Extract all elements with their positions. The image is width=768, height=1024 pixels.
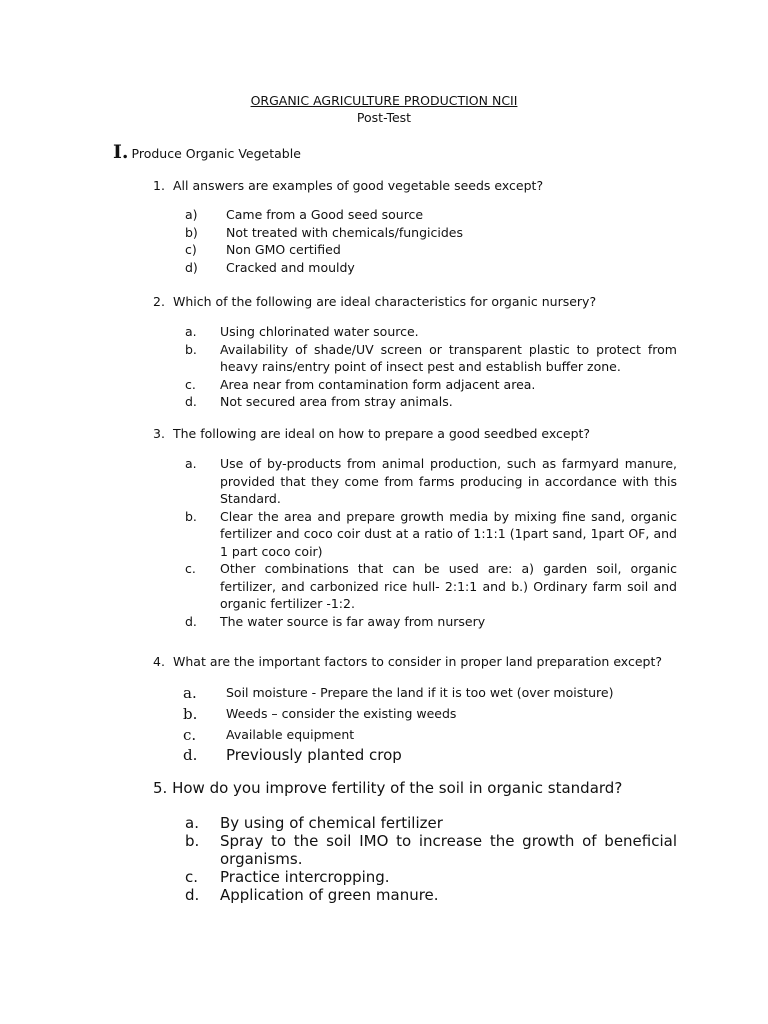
section-label: Produce Organic Vegetable [131,146,301,161]
option-b [185,832,677,868]
option-letter: a. [185,456,197,471]
option-letter: c. [185,376,196,392]
option-letter: b. [185,832,200,850]
document-header [0,92,768,126]
question-text: The following are ideal on how to prepare a good seedbed except? [173,426,591,441]
option-text: Non GMO certified [226,242,341,257]
option-b [185,508,677,561]
option-text: Area near from contamination form adjacent area. [220,376,536,392]
question-text: Which of the following are ideal characteristics for organic nursery? [173,294,597,309]
question-3 [153,425,590,442]
option-letter: a. [185,324,197,339]
question-2 [153,293,596,310]
option-c [183,725,677,745]
option-text: Came from a Good seed source [226,207,424,222]
option-text: Availability of shade/UV screen or transparent plastic to protect from heavy rains/entry point of insect pest and establish buffer zone. [220,341,677,374]
question-5-options [185,814,677,904]
option-a [185,323,677,341]
question-1-options [185,206,677,276]
document-subtitle: Post-Test [356,110,412,125]
question-number: 3. [153,426,165,441]
question-text: All answers are examples of good vegetable seeds except? [173,178,544,193]
question-4 [153,653,662,670]
option-letter: d. [185,613,197,629]
option-text: Not treated with chemicals/fungicides [226,224,463,240]
option-text: Use of by-products from animal production, such as farmyard manure, provided that they come from farms producing in accordance with this Standard. [220,456,677,506]
question-text: How do you improve fertility of the soil in organic standard? [172,779,623,797]
question-text: What are the important factors to consider in proper land preparation except? [173,654,663,669]
option-letter: b. [185,341,197,357]
option-b [185,224,677,242]
option-a [183,683,677,703]
question-3-options [185,455,677,630]
option-letter: c. [183,726,197,744]
option-text: Weeds – consider the existing weeds [226,706,457,721]
option-letter: b. [185,508,197,524]
option-text: Soil moisture - Prepare the land if it is too wet (over moisture) [226,685,614,700]
option-letter: a) [185,207,198,222]
option-c [185,868,677,886]
question-5 [153,778,622,798]
option-text: Cracked and mouldy [226,259,355,275]
option-d [183,745,677,765]
option-text: Clear the area and prepare growth media by mixing fine sand, organic fertilizer and coco coir dust at a ratio of 1:1:1 (1part sand, 1part OF, and 1 part coco coir) [220,508,677,559]
question-number: 5. [153,779,168,797]
question-number: 4. [153,654,165,669]
option-letter: d. [185,394,197,409]
option-letter: c. [185,868,199,886]
option-letter: a. [185,814,199,832]
option-text: Available equipment [226,727,355,742]
option-text: Previously planted crop [226,746,402,764]
option-letter: d) [185,259,198,275]
option-c [185,560,677,613]
option-text: Application of green manure. [220,886,439,904]
option-b [185,341,677,376]
option-text: Other combinations that can be used are: a) garden soil, organic fertilizer, and carbonized rice hull- 2:1:1 and b.) Ordinary farm soil and organic fertilizer -1:2. [220,561,677,611]
option-d [185,886,677,904]
option-letter: d. [185,886,200,904]
option-a [185,206,677,224]
question-2-options [185,323,677,411]
option-letter: b) [185,224,198,240]
section-number: I. [113,141,129,163]
option-c [185,376,677,394]
option-a [185,814,677,832]
option-c [185,241,677,259]
option-letter: c. [185,561,196,576]
option-text: The water source is far away from nursery [220,613,486,629]
option-text: By using of chemical fertilizer [220,814,443,832]
question-1 [153,177,543,194]
option-text: Using chlorinated water source. [220,324,419,339]
option-letter: b. [183,705,198,723]
option-text: Practice intercropping. [220,868,390,886]
question-number: 2. [153,294,165,309]
option-letter: d. [183,746,198,764]
option-d [185,613,677,631]
option-d [185,393,677,411]
option-d [185,259,677,277]
option-text: Spray to the soil IMO to increase the growth of beneficial organisms. [220,832,677,868]
question-number: 1. [153,178,165,193]
document-title: ORGANIC AGRICULTURE PRODUCTION NCII [250,93,518,108]
section-heading [113,141,301,165]
option-letter: a. [183,684,197,702]
option-a [185,455,677,508]
option-letter: c) [185,242,197,257]
option-b [183,704,677,724]
option-text: Not secured area from stray animals. [220,394,453,409]
